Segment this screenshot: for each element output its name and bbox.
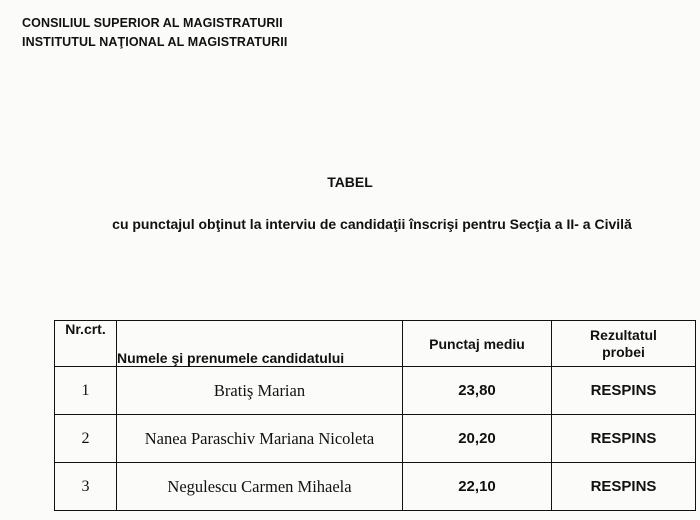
average-score: 23,80 <box>403 367 552 415</box>
average-score: 20,20 <box>403 415 552 463</box>
table-row <box>55 415 696 463</box>
candidate-name: Bratiş Marian <box>117 367 403 415</box>
table-header-row <box>55 321 696 367</box>
institution-line-csm: CONSILIUL SUPERIOR AL MAGISTRATURII <box>22 16 283 30</box>
header-result-line1: Rezultatul <box>590 326 657 343</box>
average-score: 22,10 <box>403 463 552 511</box>
row-number: 2 <box>55 415 117 463</box>
document-title: TABEL <box>327 174 373 190</box>
table-row <box>55 367 696 415</box>
document-subtitle: cu punctajul obţinut la interviu de candidaţii înscrişi pentru Secţia a II- a Civilă <box>112 216 632 232</box>
header-average-score: Punctaj mediu <box>403 321 552 367</box>
table-row <box>55 463 696 511</box>
row-number: 1 <box>55 367 117 415</box>
candidate-name: Negulescu Carmen Mihaela <box>117 463 403 511</box>
header-result-line2: probei <box>602 343 645 360</box>
header-result <box>552 321 696 367</box>
institution-line-inm: INSTITUTUL NAŢIONAL AL MAGISTRATURII <box>22 35 288 49</box>
row-number: 3 <box>55 463 117 511</box>
candidate-name: Nanea Paraschiv Mariana Nicoleta <box>117 415 403 463</box>
results-table <box>54 320 696 511</box>
institution-header <box>22 14 287 52</box>
test-result: RESPINS <box>552 415 696 463</box>
test-result: RESPINS <box>552 367 696 415</box>
test-result: RESPINS <box>552 463 696 511</box>
header-candidate-name: Numele şi prenumele candidatului <box>117 321 403 367</box>
header-nr-crt: Nr.crt. <box>55 321 117 367</box>
